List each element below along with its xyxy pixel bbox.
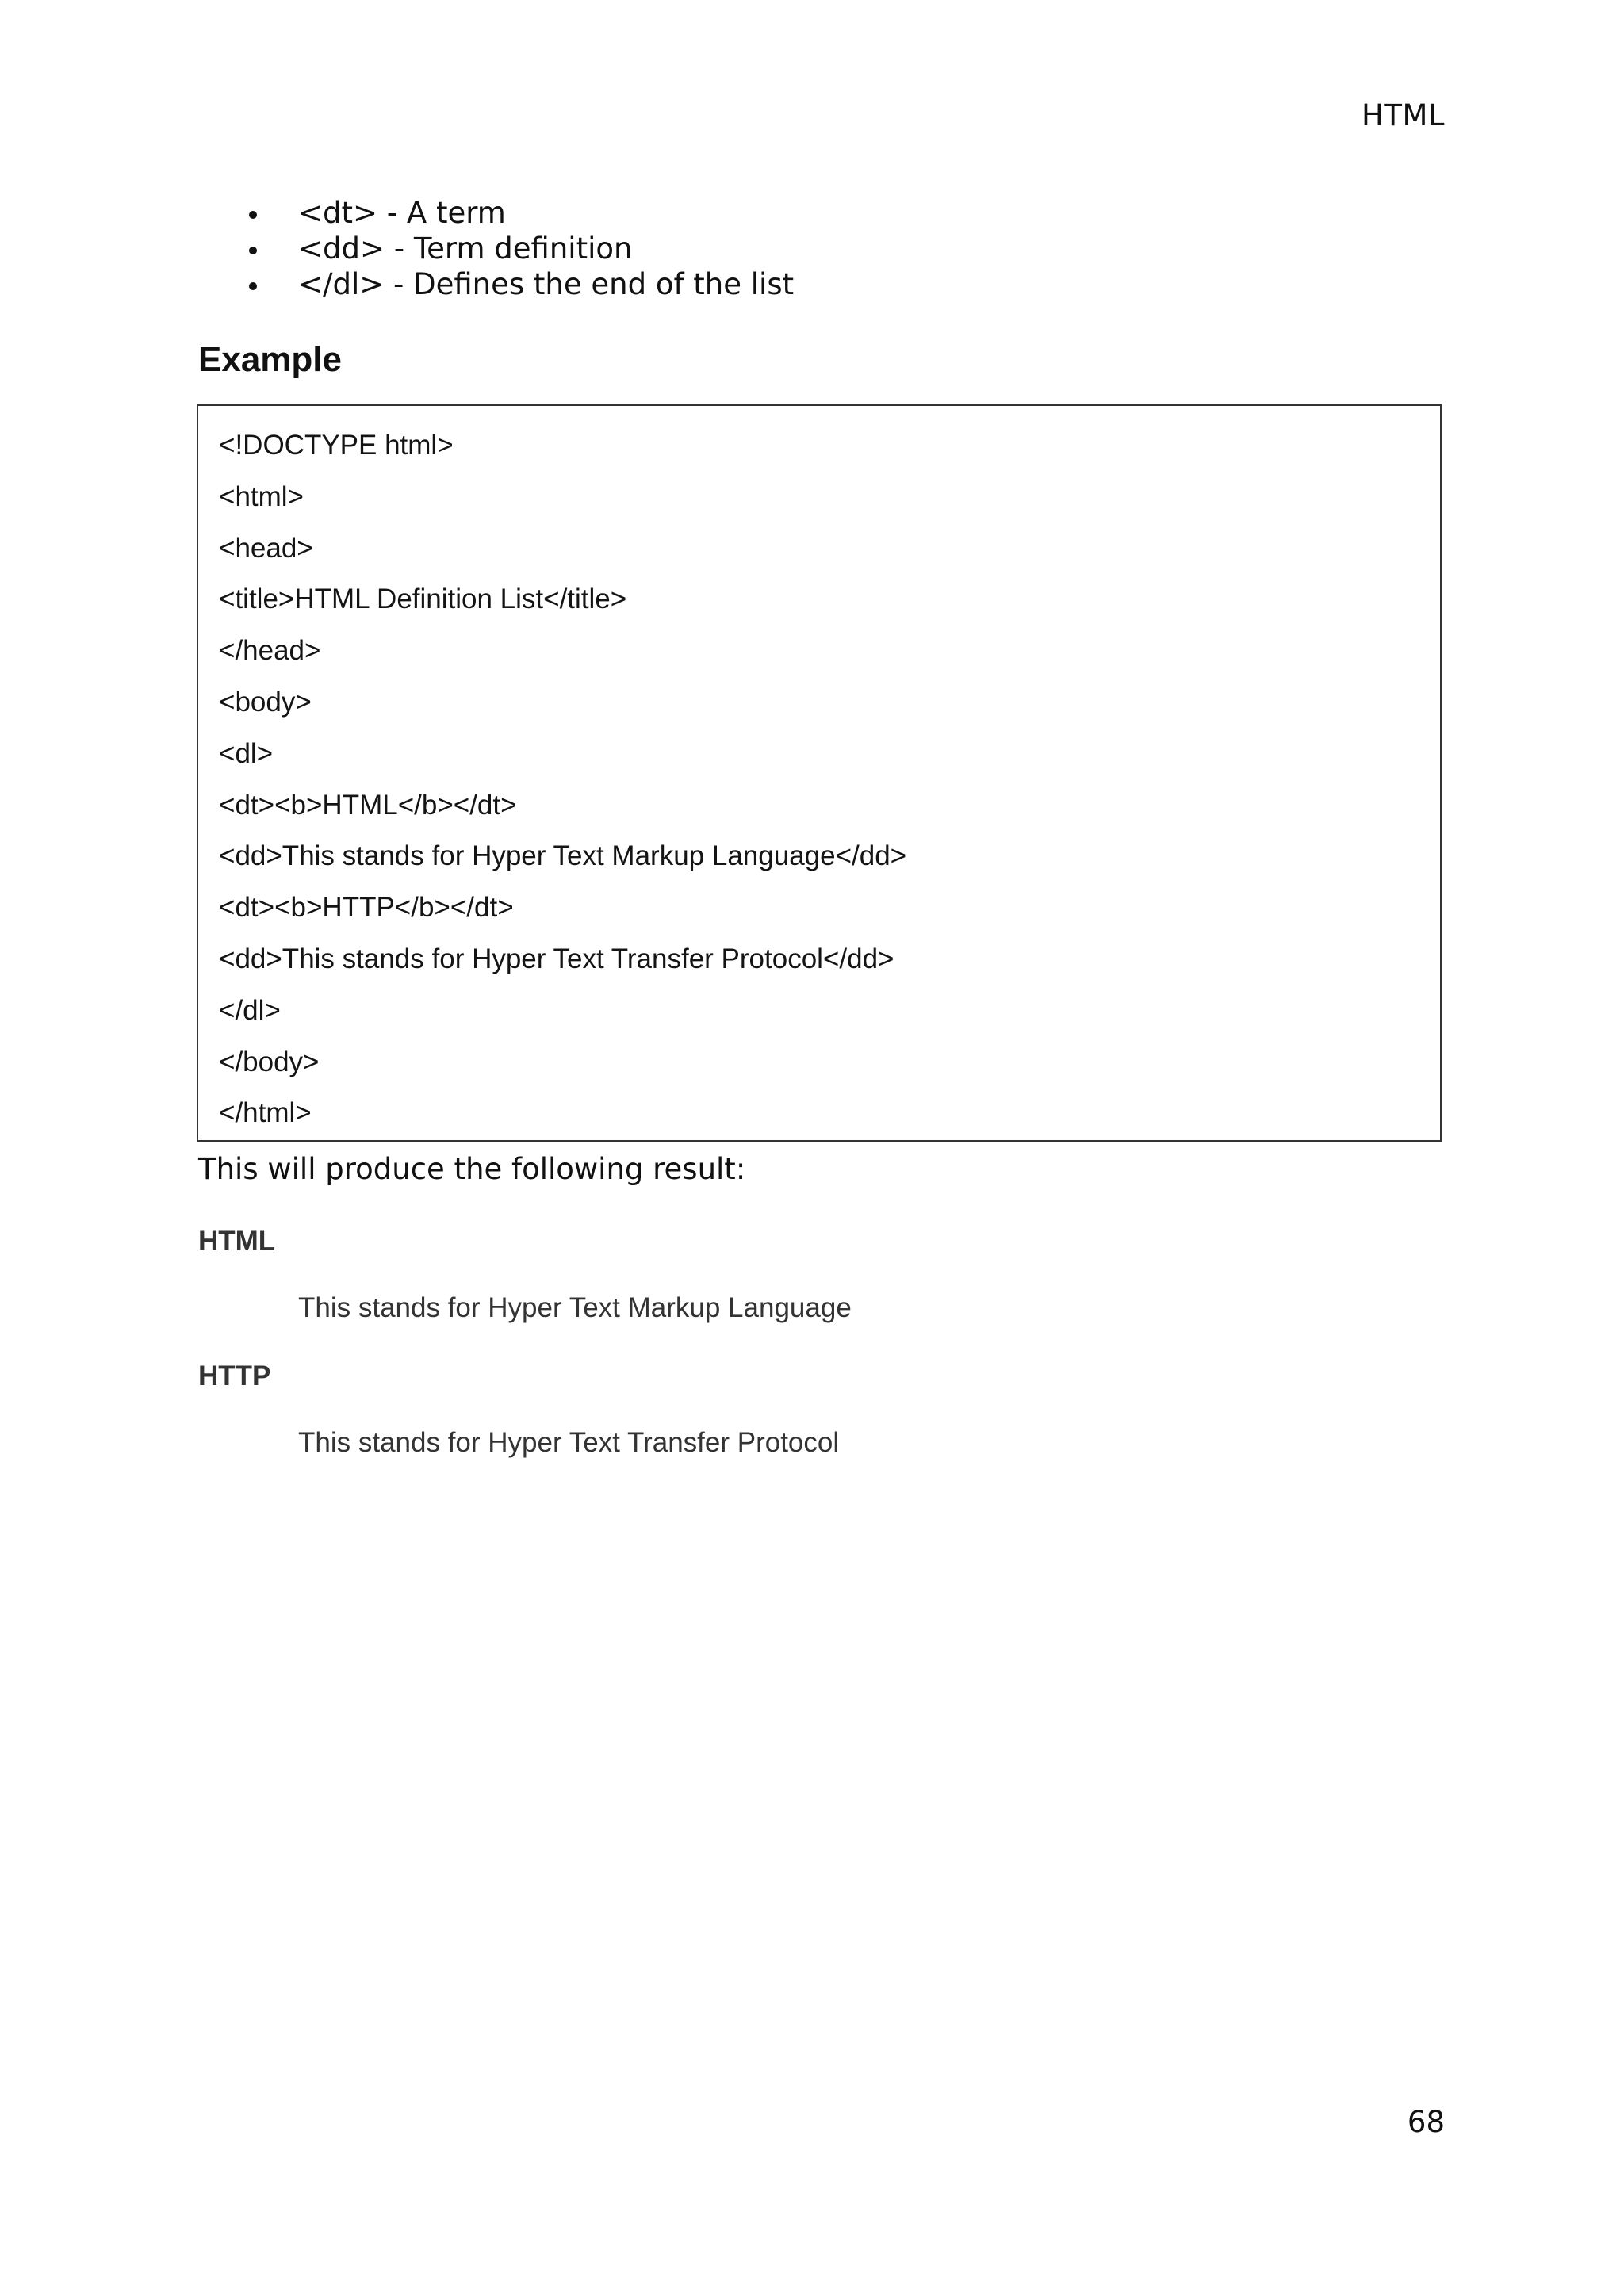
- bullet-item-dl-end: </dl> - Defines the end of the list: [244, 266, 794, 302]
- definition-description: This stands for Hyper Text Transfer Protocol: [298, 1427, 840, 1458]
- code-example-box: [197, 404, 1442, 1142]
- code-line: <dt><b>HTTP</b></dt>: [219, 892, 514, 924]
- definition-term: HTTP: [198, 1360, 271, 1391]
- bullet-item-dt: <dt> - A term: [244, 195, 794, 231]
- code-line: <dt><b>HTML</b></dt>: [219, 789, 517, 821]
- code-line: <dd>This stands for Hyper Text Transfer Protocol</dd>: [219, 943, 894, 974]
- running-header: HTML: [1362, 98, 1445, 132]
- definition-description: This stands for Hyper Text Markup Language: [298, 1292, 852, 1323]
- code-line: <head>: [219, 532, 313, 564]
- definition-term: HTML: [198, 1226, 276, 1257]
- code-line: </head>: [219, 635, 321, 667]
- code-line: <body>: [219, 686, 312, 718]
- code-line: <dd>This stands for Hyper Text Markup Language</dd>: [219, 840, 907, 872]
- bullet-item-dd: <dd> - Term definition: [244, 231, 794, 266]
- result-intro: This will produce the following result:: [198, 1152, 746, 1186]
- tag-bullet-list: [244, 195, 794, 302]
- code-line: <dl>: [219, 737, 274, 769]
- code-line: <title>HTML Definition List</title>: [219, 584, 627, 615]
- code-line: <!DOCTYPE html>: [219, 430, 454, 461]
- code-line: </body>: [219, 1046, 320, 1077]
- code-line: <html>: [219, 480, 304, 512]
- code-line: </dl>: [219, 994, 281, 1026]
- page-number: 68: [1407, 2105, 1445, 2139]
- rendered-definition-list: [198, 1218, 1388, 1487]
- example-heading: Example: [198, 340, 342, 379]
- code-line: </html>: [219, 1097, 312, 1129]
